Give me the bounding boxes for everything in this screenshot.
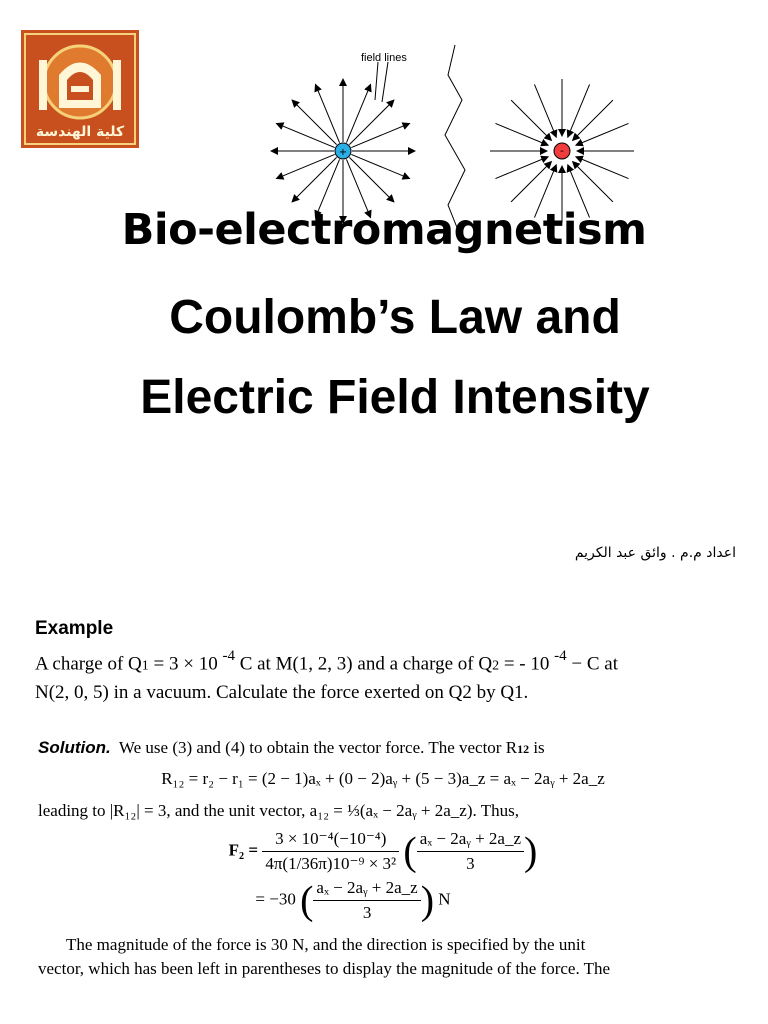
equation-f2: F₂ = $\frac{\text{3 × 10⁻⁴(−10⁻⁴)}}{\text{4π(1/36π)10⁻⁹ × 3²}}$ ( $\frac{\text{aₓ − 2aᵧ + 2a\_z}}{3}$ ) bbox=[228, 828, 538, 874]
field-line bbox=[573, 162, 613, 202]
field-line bbox=[573, 100, 613, 140]
field-line bbox=[495, 157, 548, 179]
field-line bbox=[346, 84, 370, 142]
field-line bbox=[351, 154, 409, 178]
field-line bbox=[276, 154, 334, 178]
example-problem bbox=[35, 645, 755, 706]
solution-intro: Solution. We use (3) and (4) to obtain the vector force. The vector R12 is bbox=[38, 738, 545, 757]
subtitle-line-1: Coulomb’s Law and bbox=[169, 291, 621, 344]
positive-sign: + bbox=[338, 147, 348, 158]
field-line bbox=[568, 84, 590, 137]
solution-heading: Solution. bbox=[38, 738, 111, 757]
example-line-1: A charge of Q1 = 3 × 10 $^{-4}$ C at M(1, 2, 3) and a charge of Q2 = - 10 $^{-4}$ − C at bbox=[35, 648, 618, 675]
label-pointer-1 bbox=[375, 62, 378, 100]
field-line bbox=[292, 100, 337, 145]
field-line bbox=[511, 100, 551, 140]
field-line bbox=[534, 84, 556, 137]
example-heading: Example bbox=[35, 618, 114, 639]
college-logo bbox=[21, 30, 139, 148]
solution-block bbox=[38, 736, 728, 981]
field-line bbox=[292, 157, 337, 202]
equation-r12: R₁₂ = r₂ − r₁ = (2 − 1)aₓ + (0 − 2)aᵧ + (5 − 3)a_z = aₓ − 2aᵧ + 2a_z bbox=[161, 769, 605, 788]
main-title: Bio-electromagnetism bbox=[121, 205, 647, 255]
closing-line-2: vector, which has been left in parentheses to display the magnitude of the force. The bbox=[38, 959, 611, 978]
subtitle-line-2: Electric Field Intensity bbox=[140, 371, 650, 424]
author-credit: اعداد م.م . وائق عبد الكريم bbox=[574, 545, 736, 561]
closing-line-1: The magnitude of the force is 30 N, and the direction is specified by the unit bbox=[66, 935, 586, 954]
negative-sign: - bbox=[560, 144, 564, 157]
example-line-2: N(2, 0, 5) in a vacuum. Calculate the force exerted on Q2 by Q1. bbox=[35, 682, 529, 704]
field-line bbox=[315, 84, 339, 142]
field-line bbox=[349, 100, 394, 145]
svg-text:كلية الهندسة: كلية الهندسة bbox=[35, 124, 125, 140]
equation-result: = −30 ( $\frac{\text{aₓ − 2aᵧ + 2a\_z}}{3}$ ) N bbox=[255, 877, 451, 923]
field-line bbox=[349, 157, 394, 202]
field-lines-label: field lines bbox=[361, 52, 407, 64]
field-line bbox=[576, 157, 629, 179]
field-line bbox=[576, 123, 629, 145]
field-line bbox=[351, 123, 409, 147]
field-line bbox=[495, 123, 548, 145]
label-pointer-2 bbox=[382, 62, 388, 102]
solution-line-2: leading to |R₁₂| = 3, and the unit vector, a₁₂ = ⅓(aₓ − 2aᵧ + 2a_z). Thus, bbox=[38, 801, 519, 820]
field-line bbox=[511, 162, 551, 202]
field-line bbox=[276, 123, 334, 147]
